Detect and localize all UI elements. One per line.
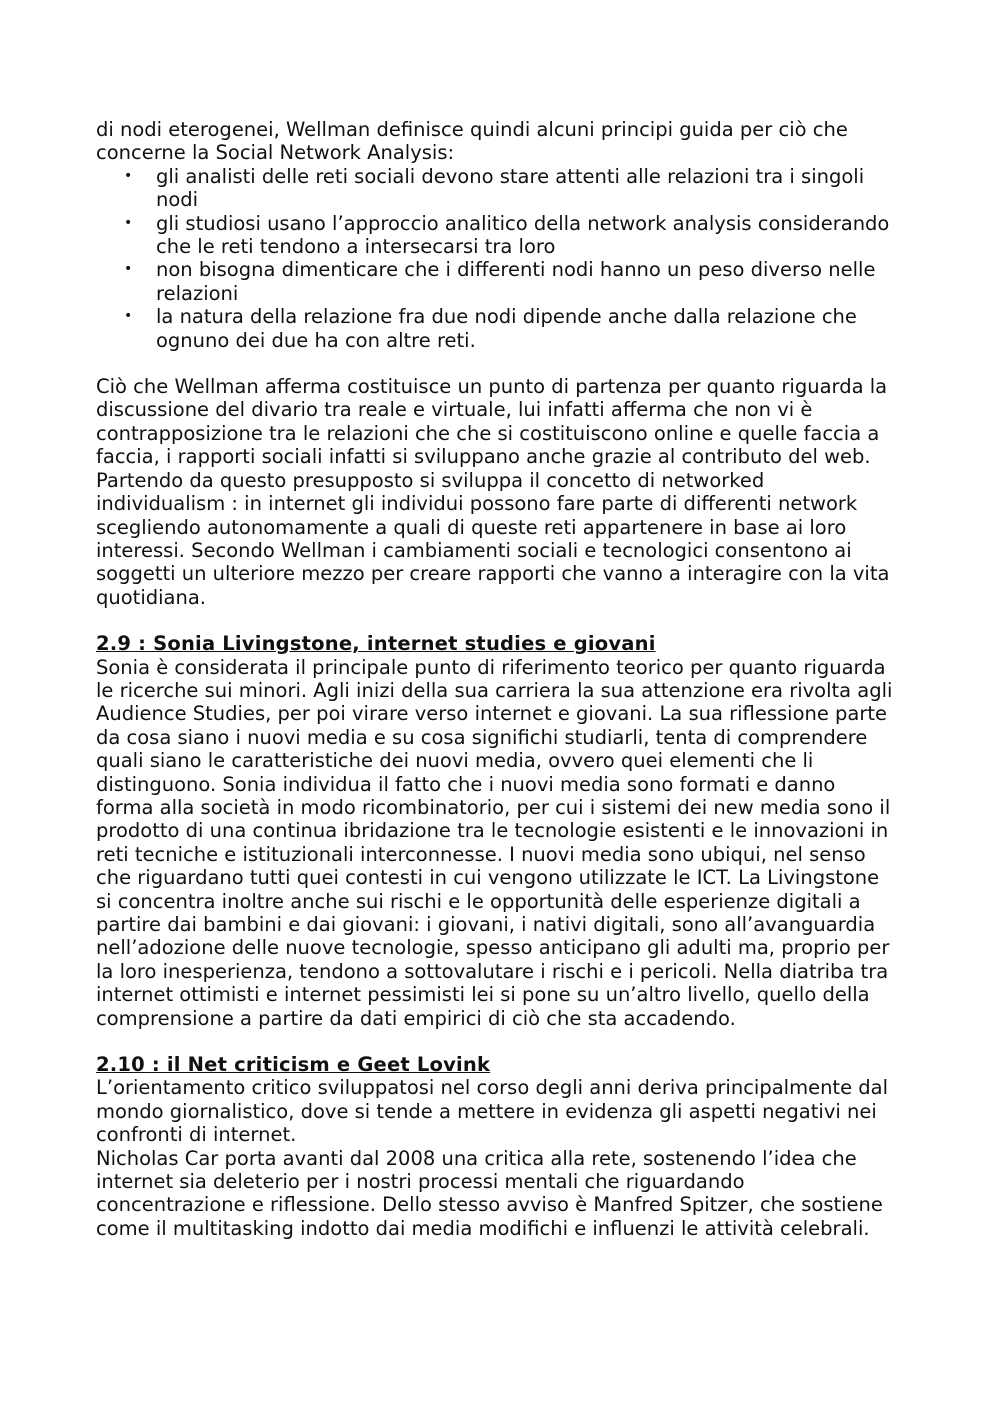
intro-paragraph: di nodi eterogenei, Wellman definisce quindi alcuni principi guida per ciò che concerne la Social Network Analysis: — [96, 118, 848, 165]
list-item — [96, 258, 896, 305]
section-number: 2.9 — [96, 632, 132, 656]
bullet-marker: • — [124, 261, 133, 278]
section-title: : il Net criticism e Geet Lovink — [144, 1053, 491, 1077]
bullet-marker: • — [124, 167, 133, 184]
list-item — [96, 212, 896, 259]
document-page — [96, 118, 896, 1240]
principles-list — [96, 165, 896, 352]
section-title: : Sonia Livingstone, internet studies e giovani — [131, 632, 656, 656]
list-item-text: gli analisti delle reti sociali devono stare attenti alle relazioni tra i singoli nodi — [156, 164, 865, 212]
bullet-marker: • — [124, 214, 133, 231]
list-item-text: gli studiosi usano l’approccio analitico della network analysis considerando che le reti tendono a intersecarsi tra loro — [156, 211, 890, 259]
section-2-10-body-1: L’orientamento critico sviluppatosi nel corso degli anni deriva principalmente dal mondo giornalistico, dove si tende a mettere in evidenza gli aspetti negativi nei confronti di internet. — [96, 1076, 889, 1147]
section-number: 2.10 — [96, 1053, 145, 1077]
list-item — [96, 165, 896, 212]
section-heading-2-10 — [96, 1053, 896, 1076]
list-item-text: non bisogna dimenticare che i differenti nodi hanno un peso diverso nelle relazioni — [156, 258, 876, 305]
section-2-10-body-2: Nicholas Car porta avanti dal 2008 una critica alla rete, sostenendo l’idea che internet sia deleterio per i nostri processi mentali che riguardando concentrazione e riflessione. Dello stesso avviso è Manfred Spitzer, che sostiene come il multitasking indotto dai media modifichi e influenzi le attività celebrali. — [96, 1146, 883, 1240]
bullet-marker: • — [124, 308, 133, 325]
wellman-paragraph: Ciò che Wellman afferma costituisce un punto di partenza per quanto riguarda la discussione del divario tra reale e virtuale, lui infatti afferma che non vi è contrapposizione tra le relazioni che che si costituiscono online e quelle faccia a faccia, i rapporti sociali infatti si sviluppano anche grazie al contributo del web. Partendo da questo presupposto si sviluppa il concetto di networked individualism : in internet gli individui possono fare parte di differenti network scegliendo autonomamente a quali di queste reti appartenere in base ai loro interessi. Secondo Wellman i cambiamenti sociali e tecnologici consentono ai soggetti un ulteriore mezzo per creare rapporti che vanno a interagire con la vita quotidiana. — [96, 375, 890, 609]
section-2-9-body: Sonia è considerata il principale punto di riferimento teorico per quanto riguarda le ricerche sui minori. Agli inizi della sua carriera la sua attenzione era rivolta agli Audience Studies, per poi virare verso internet e giovani. La sua riflessione parte da cosa siano i nuovi media e su cosa significhi studiarli, tenta di comprendere quali siano le caratteristiche dei nuovi media, ovvero quei elementi che li distinguono. Sonia individua il fatto che i nuovi media sono formati e danno forma alla società in modo ricombinatorio, per cui i sistemi dei new media sono il prodotto di una continua ibridazione tra le tecnologie esistenti e le innovazioni in reti tecniche e istituzionali interconnesse. I nuovi media sono ubiqui, nel senso che riguardano tutti quei contesti in cui vengono utilizzate le ICT. La Livingstone si concentra inoltre anche sui rischi e le opportunità delle esperienze digitali a partire dai bambini e dai giovani: i giovani, i nativi digitali, sono all’avanguardia nell’adozione delle nuove tecnologie, spesso anticipano gli adulti ma, proprio per la loro inesperienza, tendono a sottovalutare i rischi e i pericoli. Nella diatriba tra internet ottimisti e internet pessimisti lei si pone su un’altro livello, quello della comprensione a partire da dati empirici di ciò che sta accadendo. — [96, 655, 893, 1030]
list-item — [96, 305, 896, 352]
section-heading-2-9 — [96, 632, 896, 655]
list-item-text: la natura della relazione fra due nodi dipende anche dalla relazione che ognuno dei due ha con altre reti. — [156, 305, 857, 352]
